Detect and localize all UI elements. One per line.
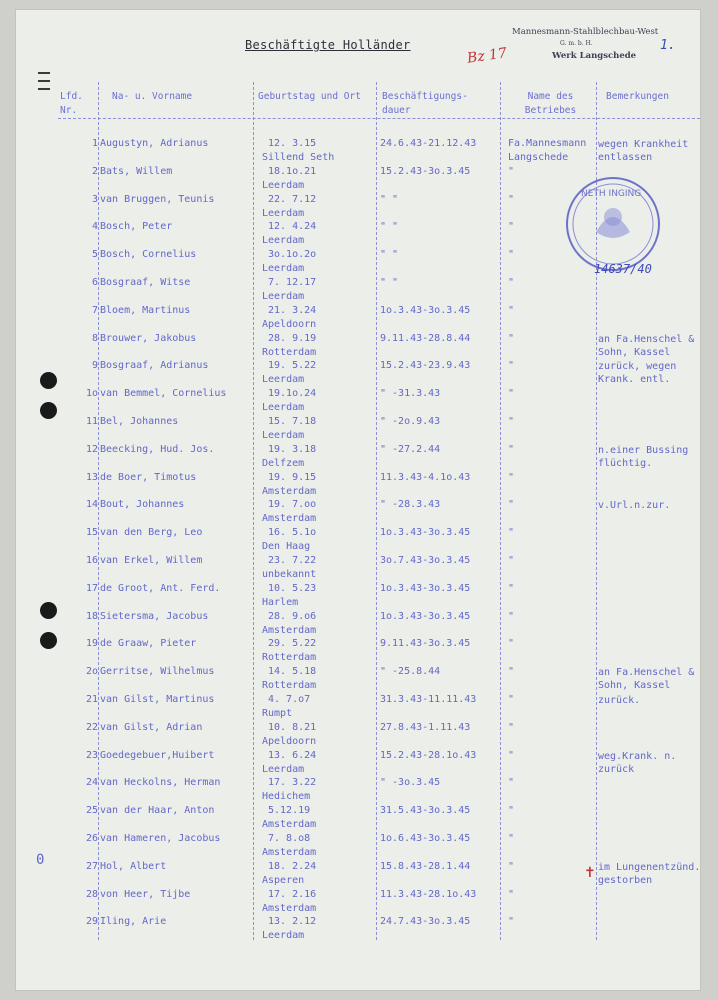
row-birth-place: Apeldoorn — [262, 735, 317, 747]
table-row — [0, 777, 700, 807]
row-number: 7 — [91, 304, 98, 316]
row-birth-date: 7. 12.17 — [268, 277, 317, 288]
row-duration: 11.3.43-4.1o.43 — [380, 471, 471, 483]
row-duration: " -2o.9.43 — [380, 416, 441, 427]
row-duration: " " — [380, 221, 399, 233]
stamp-text: NETH INGING — [581, 189, 642, 199]
row-number: 16 — [85, 555, 98, 566]
row-remarks: weg.Krank. n. zurück — [598, 750, 677, 775]
row-birth-place: Asperen — [262, 874, 305, 886]
row-company: " — [508, 332, 515, 344]
row-company: " — [508, 249, 515, 261]
row-birth-date: 13. 2.12 — [268, 916, 317, 928]
company-line-2: G. m. b. H. — [560, 40, 593, 47]
row-company: " — [508, 165, 515, 177]
row-remarks: an Fa.Henschel & Sohn, Kassel — [598, 667, 695, 692]
row-birth-date: 3o.1o.2o — [268, 249, 317, 261]
row-company: " — [508, 499, 515, 511]
stamp-number: 14637/40 — [594, 262, 652, 276]
header-remarks: Bemerkungen — [606, 91, 669, 102]
row-birth-place: Leerdam — [262, 430, 305, 441]
table-row — [0, 638, 700, 668]
row-birth-place: Leerdam — [262, 179, 305, 191]
row-birth-place: Harlem — [262, 596, 299, 608]
row-company: " — [508, 833, 515, 844]
row-number: 23 — [85, 749, 98, 761]
row-birth-date: 23. 7.22 — [268, 555, 317, 566]
row-duration: 15.2.43-28.1o.43 — [380, 749, 477, 761]
row-birth-place: Leerdam — [262, 930, 305, 942]
row-number: 22 — [85, 721, 98, 733]
row-name: Bout, Johannes — [100, 499, 185, 511]
deceased-cross-mark: ✝ — [585, 862, 595, 881]
punch-hole — [40, 402, 57, 419]
row-name: Gerritse, Wilhelmus — [100, 666, 215, 678]
row-birth-date: 14. 5.18 — [268, 666, 317, 678]
row-birth-place: Leerdam — [262, 374, 305, 386]
punch-hole — [40, 602, 57, 619]
table-row — [0, 889, 700, 919]
row-name: Bel, Johannes — [100, 416, 179, 427]
row-birth-date: 19. 9.15 — [268, 471, 317, 483]
row-birth-date: 28. 9.o6 — [268, 610, 317, 622]
row-name: Bosch, Cornelius — [100, 249, 197, 261]
table-row — [0, 138, 700, 168]
row-number: 15 — [85, 527, 98, 539]
row-number: 1o — [85, 388, 98, 400]
row-number: 5 — [91, 249, 98, 261]
row-birth-place: Amsterdam — [262, 847, 317, 858]
row-company: " — [508, 610, 515, 622]
row-company: " — [508, 443, 515, 455]
row-birth-date: 15. 7.18 — [268, 416, 317, 427]
row-number: 27 — [85, 860, 98, 872]
row-birth-place: Apeldoorn — [262, 318, 317, 330]
row-number: 8 — [91, 332, 98, 344]
table-row — [0, 805, 700, 835]
row-number: 24 — [85, 777, 98, 789]
row-company: " — [508, 416, 515, 427]
row-birth-place: Amsterdam — [262, 485, 317, 497]
row-duration: 24.7.43-3o.3.45 — [380, 916, 471, 928]
row-duration: " -28.3.43 — [380, 499, 441, 511]
table-row — [0, 611, 700, 641]
row-birth-date: 12. 4.24 — [268, 221, 317, 233]
row-birth-place: Leerdam — [262, 207, 305, 219]
row-birth-place: Sillend Seth — [262, 152, 335, 163]
company-stamp-header — [512, 26, 658, 62]
row-name: Bloem, Martinus — [100, 304, 191, 316]
row-birth-place: Leerdam — [262, 402, 305, 414]
row-company: " — [508, 193, 515, 205]
row-birth-place: Amsterdam — [262, 902, 317, 914]
row-birth-place: Amsterdam — [262, 819, 317, 831]
row-company: " — [508, 777, 515, 789]
row-name: van Gilst, Martinus — [100, 694, 215, 705]
row-number: 29 — [85, 916, 98, 928]
row-birth-date: 19. 7.oo — [268, 499, 317, 511]
row-birth-place: Delfzem — [262, 457, 305, 469]
header-name: Na- u. Vorname — [112, 91, 193, 102]
row-name: de Boer, Timotus — [100, 471, 197, 483]
row-birth-date: 18. 2.24 — [268, 860, 317, 872]
row-company: " — [508, 277, 515, 288]
row-name: Hol, Albert — [100, 860, 167, 872]
row-name: Bosgraaf, Witse — [100, 277, 191, 288]
row-number: 19 — [85, 638, 98, 650]
row-number: 21 — [85, 694, 98, 705]
row-remarks: im Lungenentzünd. gestorben — [598, 861, 701, 886]
row-company: " — [508, 360, 515, 372]
table-row — [0, 388, 700, 418]
page-number: 1. — [660, 38, 676, 53]
row-duration: 24.6.43-21.12.43 — [380, 138, 477, 149]
row-duration: 31.3.43-11.11.43 — [380, 694, 477, 705]
row-company: Fa.Mannesmann — [508, 138, 587, 149]
row-birth-date: 17. 3.22 — [268, 777, 317, 789]
row-name: van Hameren, Jacobus — [100, 833, 221, 844]
row-duration: 1o.3.43-3o.3.45 — [380, 582, 471, 594]
row-company: " — [508, 471, 515, 483]
row-birth-date: 16. 5.1o — [268, 527, 317, 539]
row-company: " — [508, 388, 515, 400]
row-name: Bats, Willem — [100, 165, 173, 177]
margin-mark: 0 — [36, 852, 45, 868]
row-birth-date: 22. 7.12 — [268, 193, 317, 205]
row-birth-date: 7. 8.o8 — [268, 833, 311, 844]
row-company: " — [508, 916, 515, 928]
row-number: 11 — [85, 416, 98, 427]
row-duration: " " — [380, 277, 399, 288]
header-nr: Lfd. Nr. — [60, 91, 83, 116]
row-name: van Bemmel, Cornelius — [100, 388, 227, 400]
row-number: 3 — [91, 193, 98, 205]
row-number: 17 — [85, 582, 98, 594]
row-name: Iling, Arie — [100, 916, 167, 928]
row-birth-date: 13. 6.24 — [268, 749, 317, 761]
row-birth-place: Rotterdam — [262, 652, 317, 664]
row-birth-place: Leerdam — [262, 263, 305, 275]
row-birth-date: 19.1o.24 — [268, 388, 317, 400]
row-remarks: zurück. — [598, 695, 641, 706]
row-birth-date: 10. 5.23 — [268, 582, 317, 594]
row-name: van Gilst, Adrian — [100, 721, 203, 733]
table-row — [0, 555, 700, 585]
row-name: Augustyn, Adrianus — [100, 138, 209, 149]
row-name: van den Berg, Leo — [100, 527, 203, 539]
punch-hole — [40, 632, 57, 649]
row-company: " — [508, 860, 515, 872]
row-name: van Erkel, Willem — [100, 555, 203, 566]
table-row — [0, 333, 700, 363]
punch-hole — [40, 372, 57, 389]
row-name: Brouwer, Jakobus — [100, 332, 197, 344]
table-row — [0, 527, 700, 557]
row-birth-place: unbekannt — [262, 569, 317, 580]
row-name: Beecking, Hud. Jos. — [100, 443, 215, 455]
table-row — [0, 861, 700, 891]
row-number: 6 — [91, 277, 98, 288]
round-stamp-icon — [548, 172, 678, 272]
table-row — [0, 583, 700, 613]
row-birth-place: Leerdam — [262, 235, 305, 247]
row-number: 9 — [91, 360, 98, 372]
row-remarks: n.einer Bussing flüchtig. — [598, 444, 689, 469]
row-duration: 9.11.43-3o.3.45 — [380, 638, 471, 650]
row-name: Goedegebuer,Huibert — [100, 749, 215, 761]
row-remarks: wegen Krankheit entlassen — [598, 139, 689, 163]
table-row — [0, 360, 700, 390]
row-company: " — [508, 555, 515, 566]
row-number: 12 — [85, 443, 98, 455]
row-duration: 1o.6.43-3o.3.45 — [380, 833, 471, 844]
table-row — [0, 833, 700, 863]
row-duration: " -25.8.44 — [380, 666, 441, 678]
header-duration: Beschäftigungs- dauer — [382, 91, 468, 116]
row-duration: 1o.3.43-3o.3.45 — [380, 527, 471, 539]
row-birth-date: 5.12.19 — [268, 805, 311, 817]
row-name: Bosgraaf, Adrianus — [100, 360, 209, 372]
row-birth-date: 18.1o.21 — [268, 165, 317, 177]
table-row — [0, 472, 700, 502]
table-row — [0, 277, 700, 307]
margin-tally-marks — [38, 72, 52, 96]
row-birth-date: 12. 3.15 — [268, 138, 317, 149]
table-row — [0, 694, 700, 724]
row-duration: " -27.2.44 — [380, 443, 441, 455]
row-birth-date: 19. 5.22 — [268, 360, 317, 372]
document-title: Beschäftigte Holländer — [245, 38, 411, 52]
row-company: " — [508, 888, 515, 900]
row-birth-date: 10. 8.21 — [268, 721, 317, 733]
row-company-location: Langschede — [508, 152, 569, 163]
header-rule — [58, 118, 700, 119]
row-number: 1 — [91, 138, 98, 149]
row-birth-place: Amsterdam — [262, 624, 317, 636]
row-birth-place: Hedichem — [262, 791, 311, 803]
row-company: " — [508, 582, 515, 594]
row-birth-date: 4. 7.o7 — [268, 694, 311, 705]
row-number: 25 — [85, 805, 98, 817]
row-duration: 3o.7.43-3o.3.45 — [380, 555, 471, 566]
row-duration: 11.3.43-28.1o.43 — [380, 888, 477, 900]
row-name: Bosch, Peter — [100, 221, 173, 233]
company-line-1: Mannesmann-Stahlblechbau-West — [512, 27, 659, 37]
row-number: 26 — [85, 833, 98, 844]
row-name: van Heckolns, Herman — [100, 777, 221, 789]
row-name: de Groot, Ant. Ferd. — [100, 582, 221, 594]
row-duration: 15.2.43-3o.3.45 — [380, 165, 471, 177]
row-duration: 1o.3.43-3o.3.45 — [380, 304, 471, 316]
table-row — [0, 444, 700, 474]
row-birth-date: 28. 9.19 — [268, 332, 317, 344]
row-company: " — [508, 221, 515, 233]
row-duration: 15.8.43-28.1.44 — [380, 860, 471, 872]
table-row — [0, 416, 700, 446]
handwritten-note: Bz 17 — [466, 45, 508, 67]
row-number: 4 — [91, 221, 98, 233]
row-duration: 15.2.43-23.9.43 — [380, 360, 471, 372]
row-company: " — [508, 304, 515, 316]
row-birth-date: 21. 3.24 — [268, 304, 317, 316]
header-birth: Geburtstag und Ort — [258, 91, 361, 102]
row-duration: 9.11.43-28.8.44 — [380, 332, 471, 344]
row-duration: 1o.3.43-3o.3.45 — [380, 610, 471, 622]
row-company: " — [508, 721, 515, 733]
row-company: " — [508, 694, 515, 705]
row-company: " — [508, 666, 515, 678]
row-number: 18 — [85, 610, 98, 622]
row-birth-place: Rotterdam — [262, 680, 317, 692]
row-duration: " -3o.3.45 — [380, 777, 441, 789]
row-number: 28 — [85, 888, 98, 900]
row-remarks: zurück, wegen Krank. entl. — [598, 361, 677, 386]
row-company: " — [508, 638, 515, 650]
row-number: 2o — [85, 666, 98, 678]
row-duration: " " — [380, 249, 399, 261]
row-birth-place: Leerdam — [262, 763, 305, 775]
row-duration: " " — [380, 193, 399, 205]
row-remarks: an Fa.Henschel & Sohn, Kassel — [598, 333, 695, 358]
row-name: von Heer, Tijbe — [100, 888, 191, 900]
row-number: 2 — [91, 165, 98, 177]
row-duration: 27.8.43-1.11.43 — [380, 721, 471, 733]
table-row — [0, 750, 700, 780]
row-number: 14 — [85, 499, 98, 511]
row-company: " — [508, 805, 515, 817]
row-company: " — [508, 749, 515, 761]
row-birth-place: Amsterdam — [262, 513, 317, 525]
table-row — [0, 666, 700, 696]
row-name: van Bruggen, Teunis — [100, 193, 215, 205]
row-company: " — [508, 527, 515, 539]
row-birth-date: 17. 2.16 — [268, 888, 317, 900]
row-birth-place: Den Haag — [262, 541, 311, 553]
company-line-3: Werk Langschede — [552, 51, 637, 61]
table-row — [0, 499, 700, 529]
row-name: van der Haar, Anton — [100, 805, 215, 817]
row-birth-place: Rotterdam — [262, 346, 317, 358]
row-name: de Graaw, Pieter — [100, 638, 197, 650]
row-remarks: v.Url.n.zur. — [598, 500, 671, 512]
table-row — [0, 916, 700, 946]
row-birth-place: Rumpt — [262, 708, 293, 719]
row-number: 13 — [85, 471, 98, 483]
row-name: Sietersma, Jacobus — [100, 610, 209, 622]
row-birth-date: 19. 3.18 — [268, 443, 317, 455]
row-duration: 31.5.43-3o.3.45 — [380, 805, 471, 817]
table-row — [0, 305, 700, 335]
row-birth-place: Leerdam — [262, 291, 305, 302]
row-birth-date: 29. 5.22 — [268, 638, 317, 650]
header-company: Name des Betriebes — [524, 91, 577, 116]
row-duration: " -31.3.43 — [380, 388, 441, 400]
table-row — [0, 722, 700, 752]
